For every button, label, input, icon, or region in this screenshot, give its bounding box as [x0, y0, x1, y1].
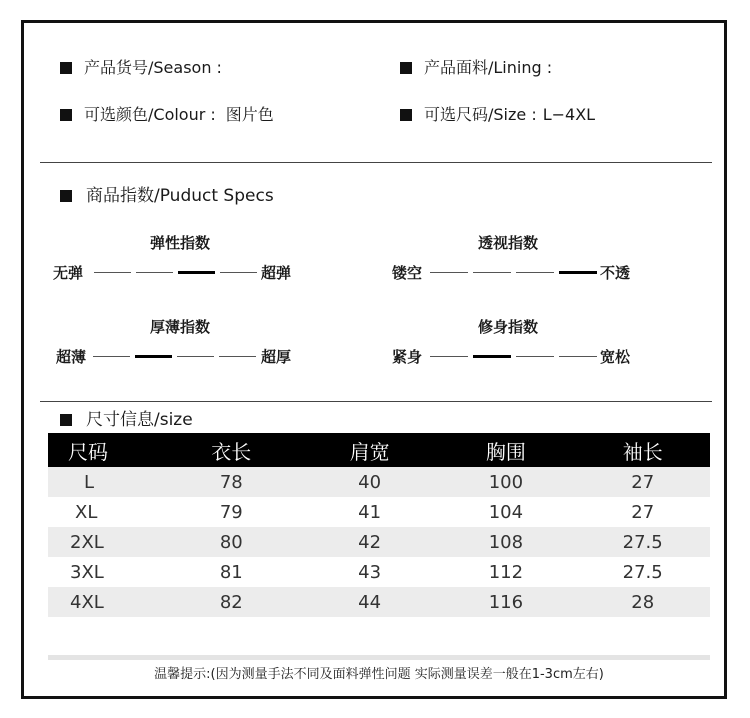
- size-title: [60, 410, 193, 430]
- colour-value: 图片色: [225, 105, 274, 124]
- season-label: 产品货号/Season :: [84, 58, 222, 77]
- spec-index-name: 修身指数: [478, 318, 539, 336]
- spec-scale-segment: [94, 272, 131, 273]
- bullet-square-icon: [60, 109, 72, 121]
- colour-label: 可选颜色/Colour :: [84, 105, 216, 124]
- table-cell: 82: [160, 587, 303, 617]
- spec-scale-segment: [430, 356, 468, 357]
- spec-scale-segment: [559, 356, 597, 357]
- spec-index-min-label: 超薄: [56, 348, 87, 366]
- spec-scale-segment: [219, 356, 256, 357]
- spec-index-name: 厚薄指数: [150, 318, 211, 336]
- size-title-text: 尺寸信息/size: [86, 410, 193, 430]
- spec-scale-segment-active: [559, 271, 597, 274]
- table-cell: XL: [75, 501, 98, 523]
- spec-scale-segment: [516, 272, 554, 273]
- spec-scale-segment: [220, 272, 257, 273]
- table-cell: 27: [575, 467, 710, 497]
- measurement-note: 温馨提示:(因为测量手法不同及面料弹性问题 实际测量误差一般在1-3cm左右): [154, 667, 604, 682]
- bullet-square-icon: [60, 414, 72, 426]
- size-label: 可选尺码/Size :: [424, 105, 537, 124]
- table-cell: 42: [303, 527, 437, 557]
- spec-scale-segment: [516, 356, 554, 357]
- spec-index-name: 弹性指数: [150, 234, 211, 252]
- spec-index-max-label: 不透: [600, 264, 631, 282]
- spec-scale-segment-active: [473, 355, 511, 358]
- table-row: [48, 587, 710, 617]
- table-cell: 2XL: [48, 527, 160, 557]
- colour-field: [60, 105, 274, 125]
- specs-title-text: 商品指数/Puduct Specs: [86, 186, 274, 206]
- lining-field: [400, 58, 558, 78]
- table-cell: 28: [575, 587, 710, 617]
- table-cell: 108: [436, 527, 575, 557]
- table-cell: 27.5: [575, 527, 710, 557]
- bullet-square-icon: [400, 62, 412, 74]
- table-cell: 80: [160, 527, 303, 557]
- table-cell: 104: [488, 501, 524, 523]
- table-row: [48, 557, 710, 587]
- spec-index-min-label: 镂空: [392, 264, 423, 282]
- spec-scale-segment-active: [135, 355, 172, 358]
- table-cell: 81: [219, 561, 243, 583]
- table-cell: 40: [303, 467, 437, 497]
- season-field: [60, 58, 228, 78]
- size-field: [400, 105, 595, 125]
- spec-index-min-label: 紧身: [392, 348, 423, 366]
- specs-title: [60, 186, 274, 206]
- spec-index-max-label: 宽松: [600, 348, 631, 366]
- size-table: [48, 433, 710, 617]
- divider: [40, 162, 712, 163]
- table-cell: 79: [219, 501, 243, 523]
- table-row: [48, 467, 710, 497]
- lining-label: 产品面料/Lining :: [424, 58, 553, 77]
- size-table-column-header: 肩宽: [303, 433, 437, 467]
- size-table-header: [48, 433, 710, 467]
- table-cell: 116: [436, 587, 575, 617]
- table-cell: 41: [358, 501, 382, 523]
- spec-scale-segment: [430, 272, 468, 273]
- spec-index-max-label: 超厚: [261, 348, 292, 366]
- table-cell: 27.5: [622, 561, 663, 583]
- spec-scale-segment: [177, 356, 214, 357]
- spec-scale-segment: [473, 272, 511, 273]
- bullet-square-icon: [60, 190, 72, 202]
- spec-scale-segment: [136, 272, 173, 273]
- size-table-column-header: 衣长: [160, 433, 303, 467]
- spec-index-max-label: 超弹: [261, 264, 292, 282]
- bullet-square-icon: [60, 62, 72, 74]
- footer-bar: [48, 655, 710, 660]
- table-cell: 100: [436, 467, 575, 497]
- table-row: [48, 497, 710, 527]
- table-cell: 27: [631, 501, 655, 523]
- table-cell: 78: [160, 467, 303, 497]
- divider: [40, 401, 712, 402]
- table-row: [48, 527, 710, 557]
- size-value: L−4XL: [542, 105, 596, 124]
- spec-scale-segment-active: [178, 271, 215, 274]
- size-table-column-header: 尺码: [48, 433, 160, 467]
- spec-index-name: 透视指数: [478, 234, 539, 252]
- size-table-column-header: 胸围: [436, 433, 575, 467]
- bullet-square-icon: [400, 109, 412, 121]
- spec-scale-segment: [93, 356, 130, 357]
- table-cell: 44: [303, 587, 437, 617]
- table-cell: L: [48, 467, 160, 497]
- table-cell: 112: [488, 561, 524, 583]
- table-cell: 4XL: [48, 587, 160, 617]
- size-table-column-header: 袖长: [575, 433, 710, 467]
- table-cell: 43: [358, 561, 382, 583]
- spec-index-min-label: 无弹: [53, 264, 84, 282]
- table-cell: 3XL: [70, 561, 104, 583]
